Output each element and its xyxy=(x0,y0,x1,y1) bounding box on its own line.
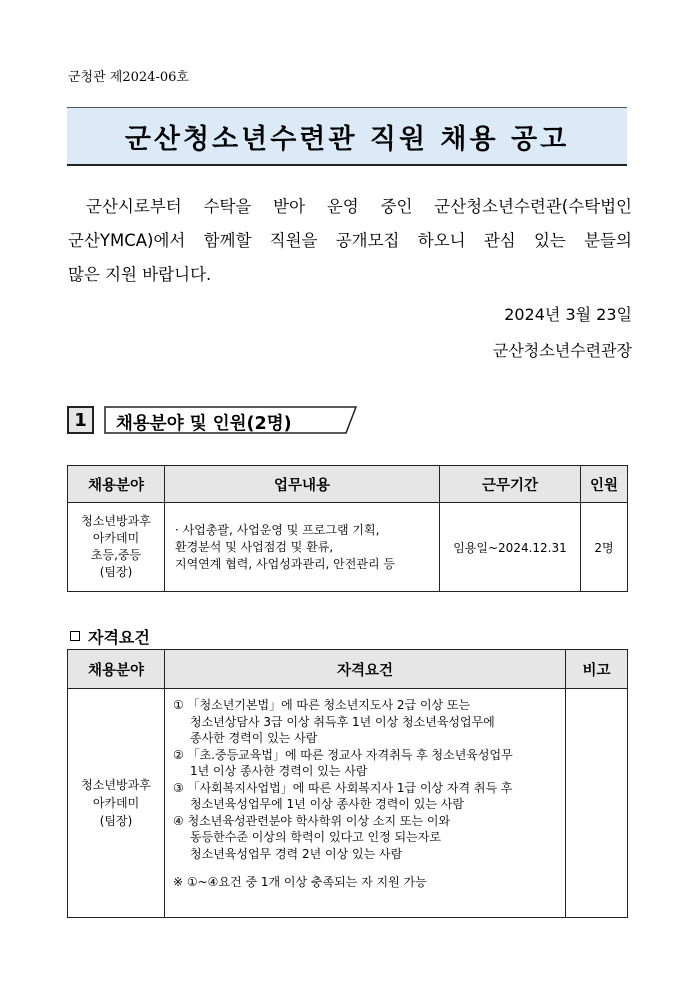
intro-line-3: 많은 지원 바랍니다. xyxy=(68,265,212,284)
cell-field xyxy=(68,503,165,592)
intro-word: 군산시로부터 xyxy=(86,197,182,216)
requirement-item: ④ 청소년육성관련분야 학사학위 이상 소지 또는 이와 xyxy=(173,813,451,828)
announcement-date: 2024년 3월 23일 xyxy=(504,305,632,324)
qualifications-heading-label: 자격요건 xyxy=(88,628,150,647)
table-header-row xyxy=(68,650,628,689)
field-line: (팀장) xyxy=(99,814,133,828)
cell-field xyxy=(68,689,165,918)
qualifications-table xyxy=(67,649,628,918)
duty-line: 환경분석 및 사업점검 및 환류, xyxy=(175,539,334,554)
table-row xyxy=(68,503,628,592)
header-note: 비고 xyxy=(566,650,628,689)
signer: 군산청소년수련관장 xyxy=(492,341,632,360)
intro-word: 분들의 xyxy=(584,231,632,250)
requirement-continuation: 청소년상담사 3급 이상 취득후 1년 이상 청소년육성업무에 xyxy=(190,714,495,729)
field-line: 아카데미 xyxy=(92,796,140,810)
header-requirements: 자격요건 xyxy=(165,650,566,689)
requirement-item: ① 「청소년기본법」에 따른 청소년지도사 2급 이상 또는 xyxy=(173,698,471,712)
intro-word: 중인 xyxy=(380,197,413,216)
table-header-row xyxy=(68,466,628,503)
intro-word: 군산YMCA)에서 xyxy=(68,231,186,250)
table-row xyxy=(68,689,628,918)
requirement-continuation: 1년 이상 종사한 경력이 있는 사람 xyxy=(190,764,368,778)
requirement-item: ② 「초.중등교육법」에 따른 정교사 자격취득 후 청소년육성업무 xyxy=(173,747,513,762)
header-duties: 업무내용 xyxy=(165,466,440,503)
duty-line: 지역연계 협력, 사업성과관리, 안전관리 등 xyxy=(175,556,395,571)
requirement-continuation: 종사한 경력이 있는 사람 xyxy=(190,731,318,745)
intro-word: 있는 xyxy=(533,231,566,250)
header-field: 채용분야 xyxy=(68,650,165,689)
intro-word: 받아 xyxy=(273,197,306,216)
document-number: 군청관 제2024-06호 xyxy=(68,70,189,85)
requirement-item: ③ 「사회복지사업법」에 따른 사회복지사 1급 이상 자격 취득 후 xyxy=(173,780,513,795)
intro-paragraph xyxy=(68,190,632,292)
intro-line-1 xyxy=(68,190,632,224)
intro-word: 직원을 xyxy=(269,231,318,250)
duty-line: · 사업총괄, 사업운영 및 프로그램 기획, xyxy=(175,522,380,537)
field-line: 청소년방과후 xyxy=(81,778,151,792)
recruitment-table xyxy=(67,465,628,592)
intro-word: 군산청소년수련관(수탁법인 xyxy=(434,197,632,216)
qualifications-heading xyxy=(70,625,150,648)
header-count: 인원 xyxy=(581,466,628,503)
title-banner xyxy=(67,107,627,166)
requirement-continuation: 청소년육성업무에 1년 이상 종사한 경력이 있는 사람 xyxy=(190,797,464,811)
intro-word: 관심 xyxy=(483,231,516,250)
intro-word: 공개모집 xyxy=(335,231,400,250)
intro-word: 운영 xyxy=(326,197,359,216)
header-period: 근무기간 xyxy=(440,466,581,503)
requirement-footnote: ※ ①~④요건 중 1개 이상 충족되는 자 지원 가능 xyxy=(173,875,427,889)
requirement-continuation: 청소년육성업무 경력 2년 이상 있는 사람 xyxy=(190,846,403,861)
field-line: 아카데미 xyxy=(92,531,140,545)
page-title: 군산청소년수련관 직원 채용 공고 xyxy=(124,123,570,155)
header-field: 채용분야 xyxy=(68,466,165,503)
intro-line-2 xyxy=(68,224,632,258)
field-line: 청소년방과후 xyxy=(81,514,151,528)
checkbox-bullet-icon xyxy=(70,631,80,641)
intro-word: 함께할 xyxy=(203,231,252,250)
cell-count: 2명 xyxy=(581,503,628,592)
cell-period: 임용일~2024.12.31 xyxy=(440,503,581,592)
cell-note xyxy=(566,689,628,918)
field-line: (팀장) xyxy=(99,565,133,579)
section-title: 채용분야 및 인원(2명) xyxy=(116,414,292,434)
intro-word: 수탁을 xyxy=(203,197,252,216)
requirement-continuation: 동등한수준 이상의 학력이 있다고 인정 되는자로 xyxy=(190,830,441,844)
cell-requirements xyxy=(165,689,566,918)
section-number: 1 xyxy=(67,406,94,434)
intro-word: 하오니 xyxy=(417,231,466,250)
field-line: 초등,중등 xyxy=(90,548,142,562)
cell-duties xyxy=(165,503,440,592)
